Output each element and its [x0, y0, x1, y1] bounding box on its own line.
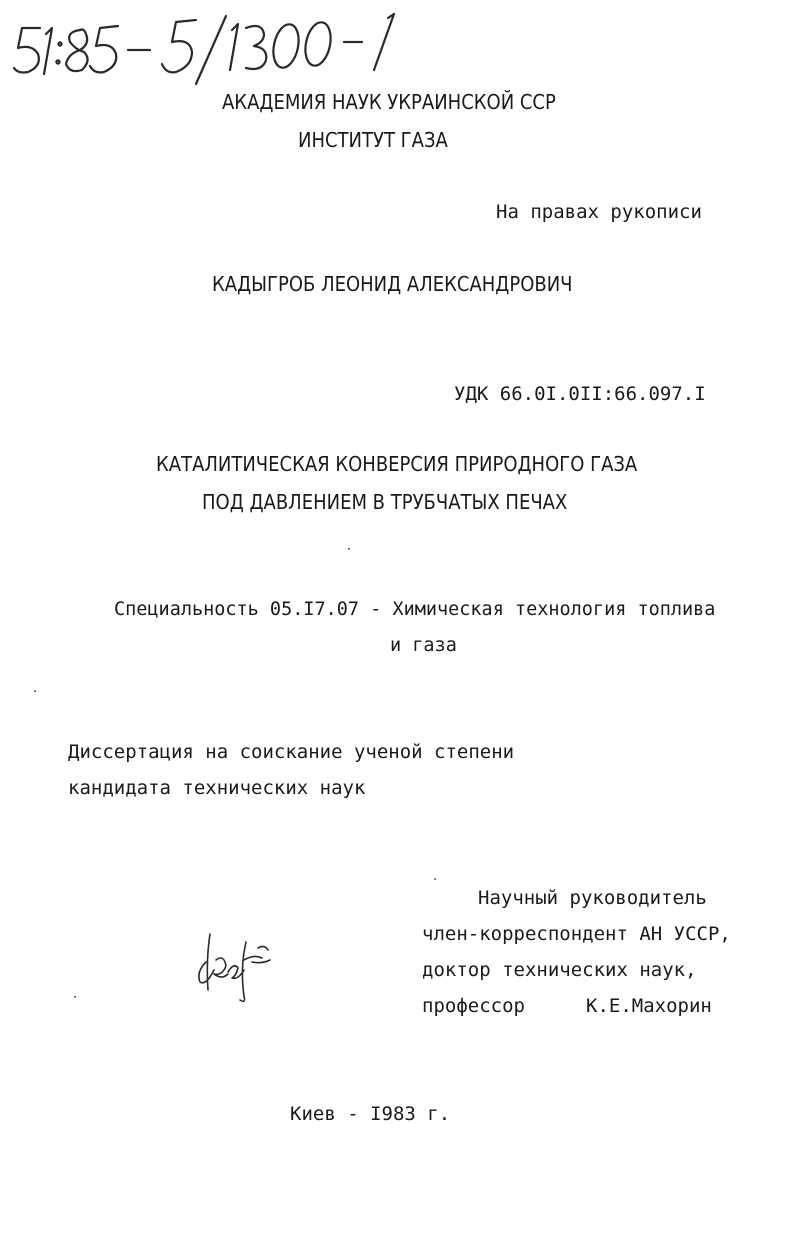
supervisor-line-4-name: К.Е.Махорин	[586, 995, 712, 1017]
academy-heading: АКАДЕМИЯ НАУК УКРАИНСКОЙ ССР	[222, 90, 556, 114]
supervisor-line-3: доктор технических наук,	[422, 959, 697, 981]
specialty-line-2: и газа	[390, 635, 457, 656]
specialty-line-1: Специальность 05.I7.07 - Химическая технология топлива	[114, 599, 716, 620]
supervisor-line-1: Научный руководитель	[478, 887, 707, 909]
paper-speck	[348, 548, 350, 550]
manuscript-rights-note: На правах рукописи	[496, 201, 702, 223]
paper-speck	[34, 690, 36, 692]
supervisor-line-2: член-корреспондент АН УССР,	[422, 923, 731, 945]
paper-speck	[434, 878, 436, 880]
institute-heading: ИНСТИТУТ ГАЗА	[298, 128, 448, 152]
udc-code: УДК 66.0I.0II:66.097.I	[454, 383, 706, 405]
author-name: КАДЫГРОБ ЛЕОНИД АЛЕКСАНДРОВИЧ	[212, 272, 573, 296]
degree-line-1: Диссертация на соискание ученой степени	[68, 741, 515, 763]
dissertation-title-line-2: ПОД ДАВЛЕНИЕМ В ТРУБЧАТЫХ ПЕЧАХ	[202, 490, 568, 514]
place-year: Киев - I983 г.	[290, 1103, 451, 1125]
dissertation-title-line-1: КАТАЛИТИЧЕСКАЯ КОНВЕРСИЯ ПРИРОДНОГО ГАЗА	[156, 452, 638, 476]
paper-speck	[74, 996, 76, 998]
signature-handwriting	[199, 934, 270, 1001]
supervisor-line-4-title: профессор	[422, 995, 525, 1017]
degree-line-2: кандидата технических наук	[68, 777, 366, 799]
archive-mark-handwriting	[14, 14, 394, 84]
